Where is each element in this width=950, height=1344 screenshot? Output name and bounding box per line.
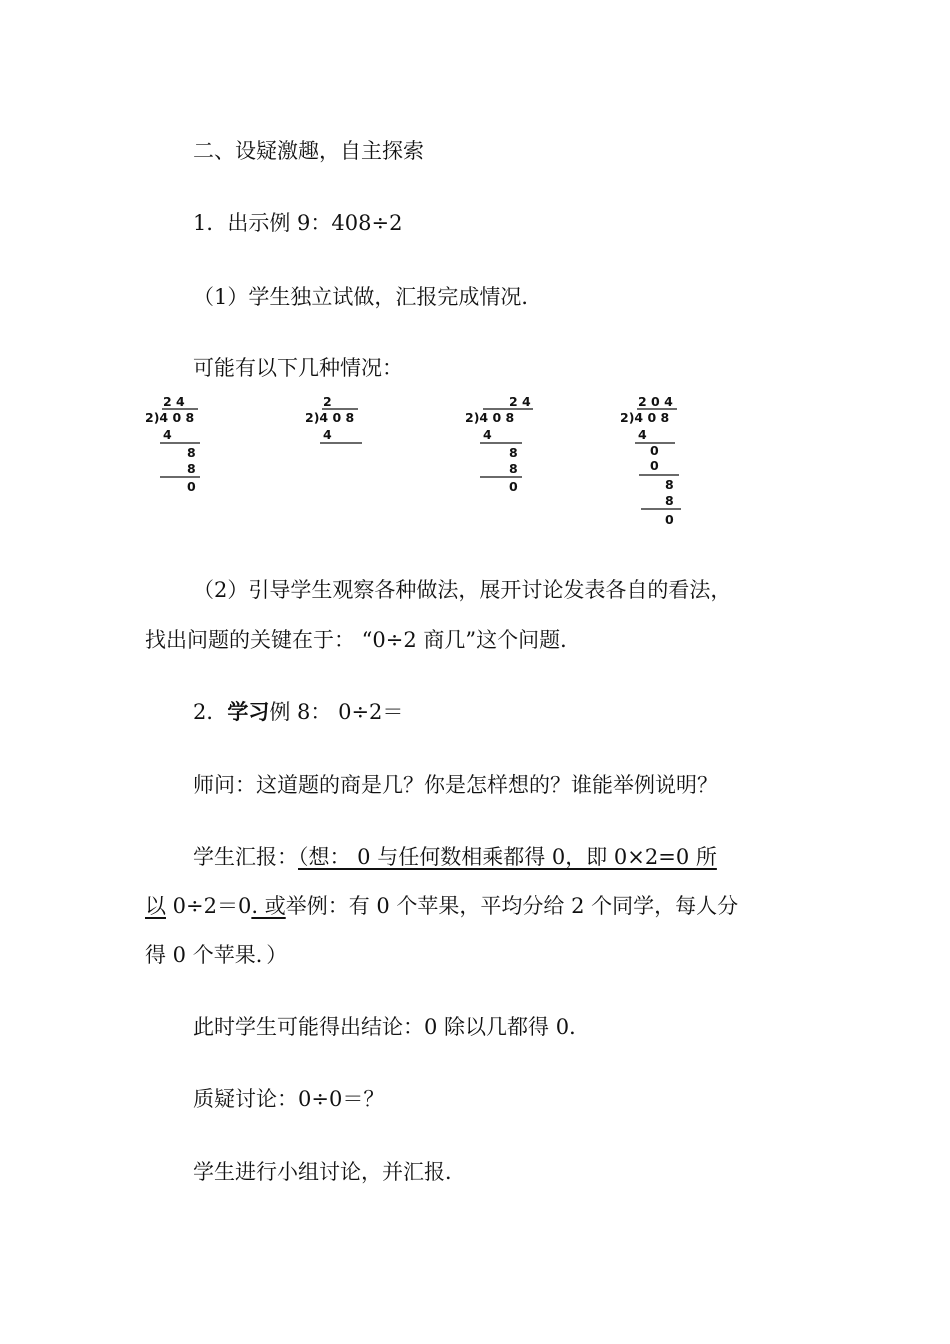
step: 0 xyxy=(187,479,196,494)
teacher-question: 师问：这道题的商是几？你是怎样想的？谁能举例说明？ xyxy=(193,773,718,797)
sub-step-2-line2: 找出问题的关键在于： “0÷2 商几”这个问题． xyxy=(145,628,582,652)
example-8-title xyxy=(193,698,403,726)
example-8-text: 例 8： 0÷2＝ xyxy=(269,700,404,724)
sub-step-2-line1: （2）引导学生观察各种做法，展开讨论发表各自的看法， xyxy=(193,578,732,602)
step: 8 xyxy=(509,461,518,476)
report-prefix: 学生汇报： xyxy=(193,845,298,869)
step: 8 xyxy=(665,477,674,492)
step: 8 xyxy=(187,445,196,460)
conclusion: 此时学生可能得出结论：0 除以几都得 0． xyxy=(193,1015,591,1039)
long-division-1 xyxy=(140,393,220,503)
report-underlined: 以 xyxy=(145,894,166,918)
step: 4 xyxy=(483,427,492,442)
dividend: 2)4 0 8 xyxy=(305,410,355,425)
dividend: 2)4 0 8 xyxy=(465,410,515,425)
dividend: 2)4 0 8 xyxy=(145,410,195,425)
report-equation: 0÷2＝0 xyxy=(166,894,252,918)
step: 4 xyxy=(323,427,332,442)
quotient: 2 4 xyxy=(509,394,531,409)
sub-step-1: （1）学生独立试做，汇报完成情况． xyxy=(193,285,543,309)
step: 0 xyxy=(650,458,659,473)
dividend: 2)4 0 8 xyxy=(620,410,670,425)
step: 0 xyxy=(665,512,674,527)
step: 8 xyxy=(665,493,674,508)
possibilities-intro: 可能有以下几种情况： xyxy=(193,356,403,380)
group-discussion: 学生进行小组讨论，并汇报． xyxy=(193,1160,466,1184)
report-underlined: . 或 xyxy=(251,894,286,918)
report-example: 举例：有 0 个苹果，平均分给 2 个同学，每人分 xyxy=(285,894,739,918)
quotient: 2 xyxy=(323,394,332,409)
step: 8 xyxy=(509,445,518,460)
long-division-2 xyxy=(300,393,380,453)
long-division-4 xyxy=(615,393,705,533)
student-report-line1 xyxy=(193,843,717,871)
student-report-line2 xyxy=(145,892,738,920)
question-discussion: 质疑讨论：0÷0＝？ xyxy=(193,1087,385,1111)
step: 4 xyxy=(163,427,172,442)
step: 0 xyxy=(650,443,659,458)
learn-label: 学习 xyxy=(227,699,270,724)
item-number: 2． xyxy=(193,700,228,724)
report-underlined: （想： 0 与任何数相乘都得 0，即 0×2=0 所 xyxy=(298,845,717,869)
quotient: 2 4 xyxy=(163,394,185,409)
student-report-line3: 得 0 个苹果．） xyxy=(145,943,288,967)
long-division-3 xyxy=(460,393,550,503)
step: 8 xyxy=(187,461,196,476)
step: 0 xyxy=(509,479,518,494)
example-9-title: 1．出示例 9：408÷2 xyxy=(193,211,403,235)
step: 4 xyxy=(638,427,647,442)
section-heading: 二、设疑激趣，自主探索 xyxy=(193,139,424,163)
quotient: 2 0 4 xyxy=(638,394,673,409)
